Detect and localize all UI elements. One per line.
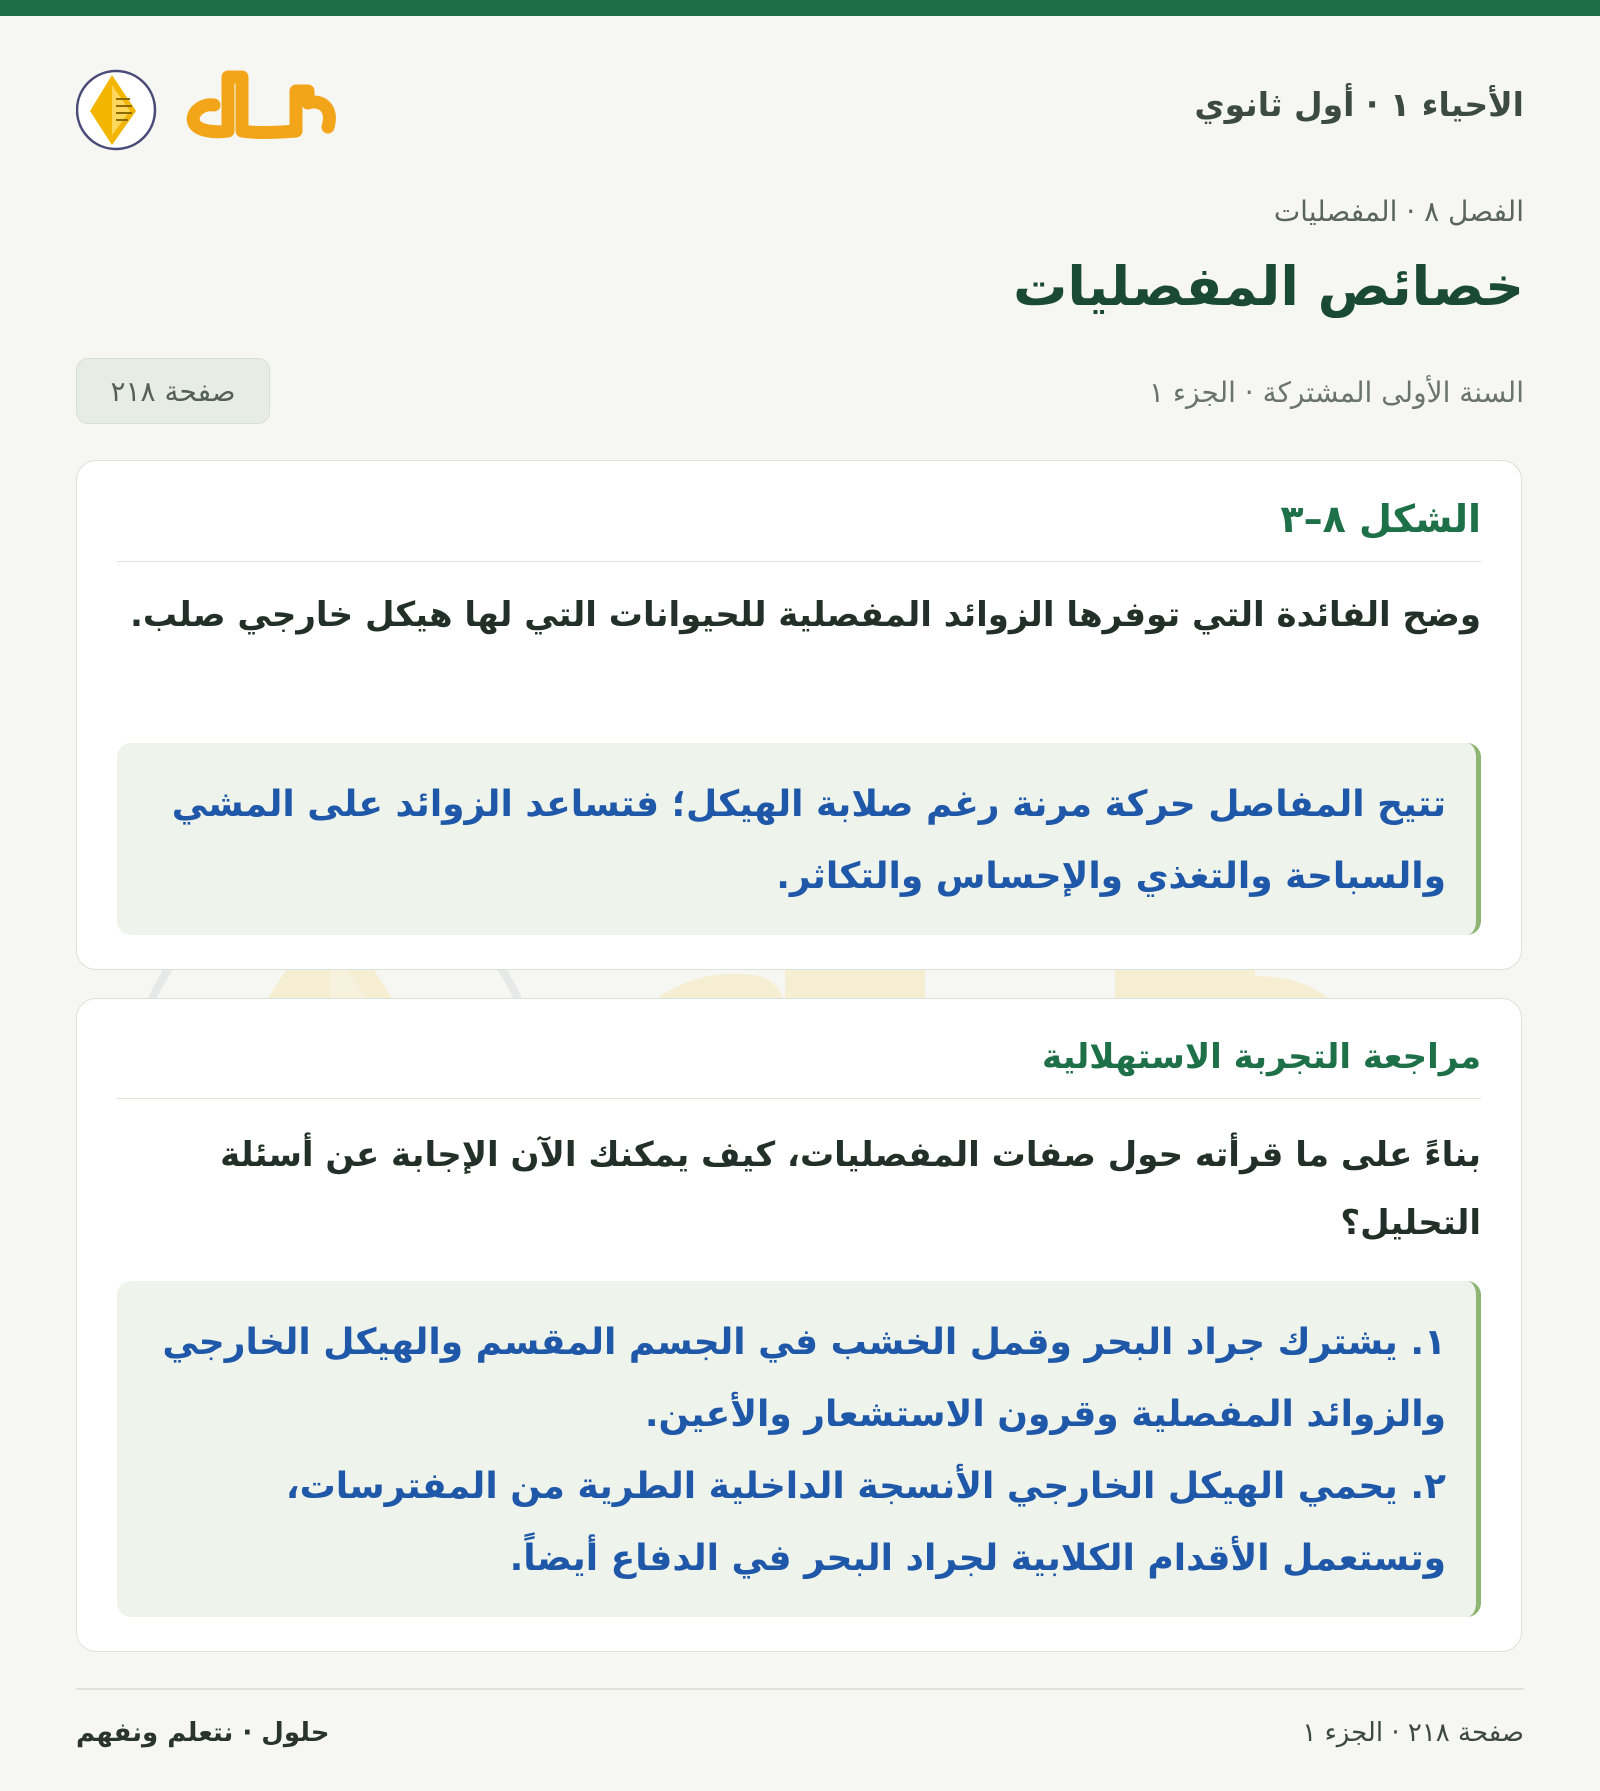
- book-diamond-logo-icon: [77, 71, 155, 149]
- question-text: وضح الفائدة التي توفرها الزوائد المفصلية للحيوانات التي لها هيكل خارجي صلب.: [129, 595, 1481, 635]
- page-number-badge: صفحة ٢١٨: [76, 358, 270, 424]
- card-header: [117, 999, 1481, 1099]
- card-header: [117, 461, 1481, 562]
- answer-text: تتيح المفاصل حركة مرنة رغم صلابة الهيكل؛ فتساعد الزوائد على المشي والسباحة والتغذي والإحساس والتكاثر.: [171, 784, 1446, 897]
- chapter-breadcrumb: الفصل ٨ · المفصليات: [1273, 195, 1524, 228]
- page-title: خصائص المفصليات: [1013, 255, 1524, 318]
- footer-brand: حلول · نتعلم ونفهم: [76, 1718, 330, 1748]
- hulool-logo[interactable]: [76, 55, 336, 165]
- subject-title: الأحياء ١ · أول ثانوي: [1194, 85, 1524, 124]
- answer-box: [117, 743, 1481, 935]
- course-meta: السنة الأولى المشتركة · الجزء ١: [1148, 376, 1524, 409]
- launch-lab-review-card: [76, 998, 1522, 1652]
- footer-page-info: صفحة ٢١٨ · الجزء ١: [1302, 1718, 1524, 1748]
- footer-divider: [76, 1688, 1524, 1690]
- question-text: بناءً على ما قرأته حول صفات المفصليات، كيف يمكنك الآن الإجابة عن أسئلة التحليل؟: [220, 1135, 1481, 1243]
- answer-box: [117, 1281, 1481, 1617]
- figure-question-card: [76, 460, 1522, 970]
- top-accent-bar: [0, 0, 1600, 16]
- answer-item: ٢. يحمي الهيكل الخارجي الأنسجة الداخلية الطرية من المفترسات، وتستعمل الأقدام الكلابية لجراد البحر في الدفاع أيضاً.: [285, 1466, 1446, 1579]
- section-label: مراجعة التجربة الاستهلالية: [1042, 1037, 1481, 1077]
- page-header: [76, 55, 1524, 165]
- figure-label: الشكل ٨–٣: [1280, 497, 1481, 541]
- answer-item: ١. يشترك جراد البحر وقمل الخشب في الجسم المقسم والهيكل الخارجي والزوائد المفصلية وقرون الاستشعار والأعين.: [162, 1322, 1446, 1435]
